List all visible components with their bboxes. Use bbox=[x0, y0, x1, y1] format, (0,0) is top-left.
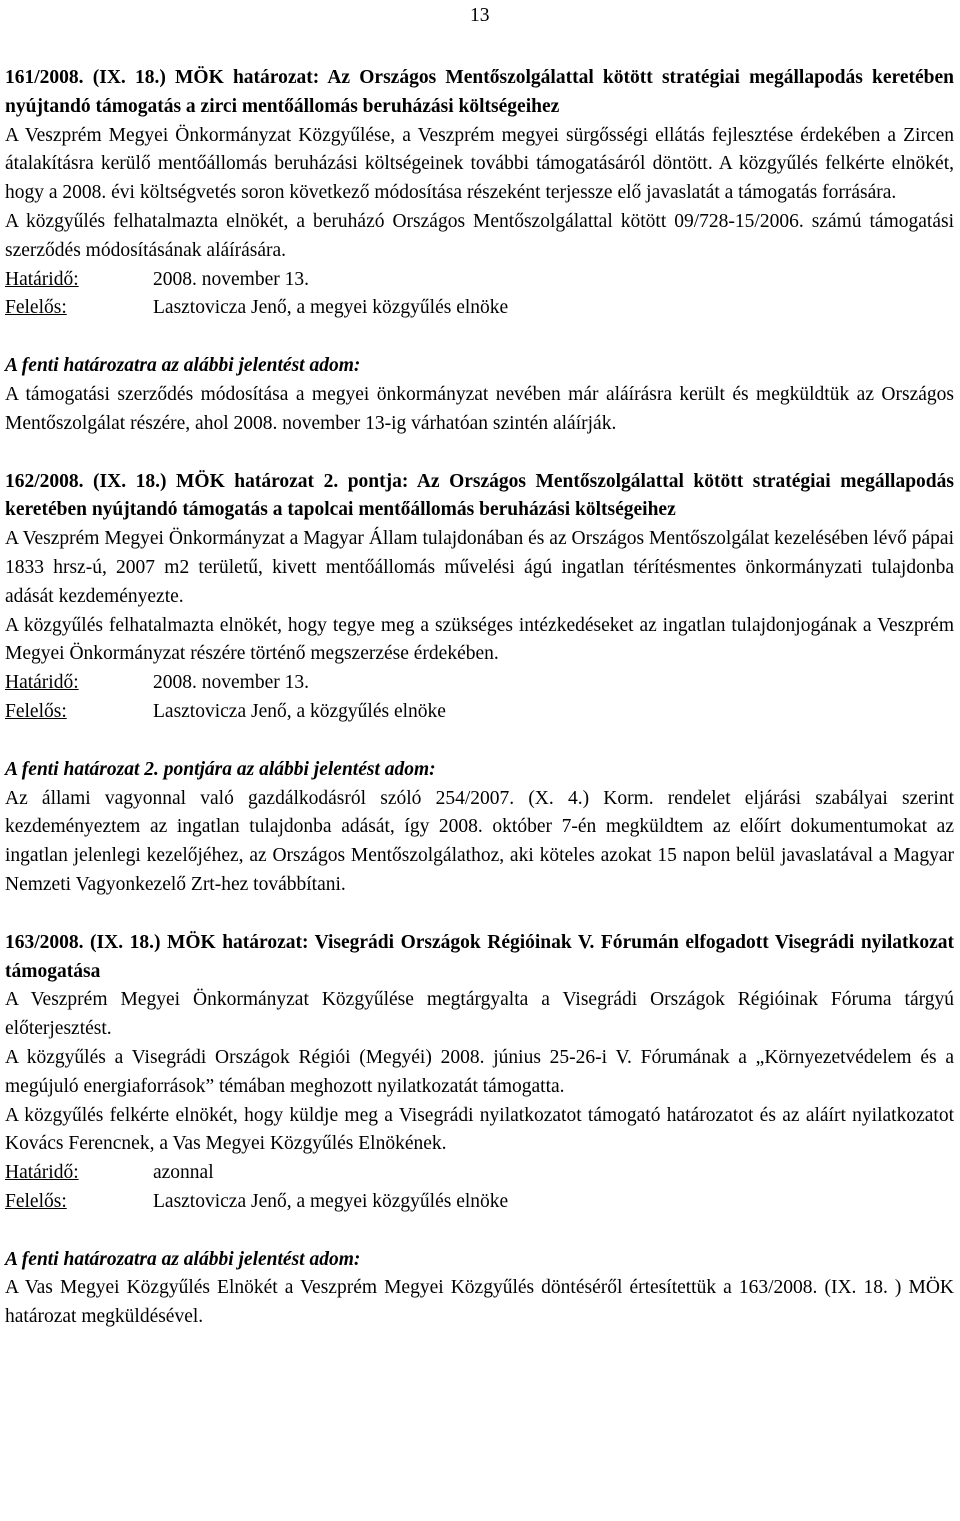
resolution-163-deadline bbox=[5, 1159, 954, 1188]
responsible-label: Felelős: bbox=[5, 1190, 67, 1212]
resolution-162-deadline bbox=[5, 669, 954, 698]
resolution-161-report-heading: A fenti határozatra az alábbi jelentést adom: bbox=[5, 355, 361, 377]
resolution-163-report-heading: A fenti határozatra az alábbi jelentést adom: bbox=[5, 1248, 361, 1270]
resolution-161-title: 161/2008. (IX. 18.) MÖK határozat: Az Országos Mentőszolgálattal kötött stratégiai megállapodás keretében nyújtandó támogatás a zirci mentőállomás beruházási költségeihez bbox=[5, 67, 954, 117]
responsible-value: Lasztovicza Jenő, a közgyűlés elnöke bbox=[153, 700, 446, 722]
resolution-161-paragraph-2: A közgyűlés felhatalmazta elnökét, a beruházó Országos Mentőszolgálattal kötött 09/728-15/2006. számú támogatási szerződés módosításának aláírására. bbox=[5, 210, 954, 261]
deadline-value: 2008. november 13. bbox=[153, 672, 309, 694]
resolution-163-report-text: A Vas Megyei Közgyűlés Elnökét a Veszprém Megyei Közgyűlés döntéséről értesítettük a 163/2008. (IX. 18. ) MÖK határozat megküldésével. bbox=[5, 1277, 954, 1328]
resolution-163-paragraph-2: A közgyűlés a Visegrádi Országok Régiói (Megyéi) 2008. június 25-26-i V. Fórumának a „Környezetvédelem és a megújuló energiaforrások” témában meghozott nyilatkozatát támogatta. bbox=[5, 1046, 954, 1097]
document-body bbox=[5, 64, 954, 1332]
resolution-162-paragraph-2: A közgyűlés felhatalmazta elnökét, hogy tegye meg a szükséges intézkedéseket az ingatlan tulajdonjogának a Veszprém Megyei Önkormányzat részére történő megszerzése érdekében. bbox=[5, 614, 954, 665]
deadline-value: azonnal bbox=[153, 1162, 214, 1184]
responsible-label: Felelős: bbox=[5, 700, 67, 722]
responsible-value: Lasztovicza Jenő, a megyei közgyűlés elnöke bbox=[153, 297, 509, 319]
resolution-161-report-text: A támogatási szerződés módosítása a megyei önkormányzat nevében már aláírásra került és megküldtük az Országos Mentőszolgálat részére, ahol 2008. november 13-ig várhatóan szintén aláírják. bbox=[5, 383, 954, 434]
deadline-value: 2008. november 13. bbox=[153, 268, 309, 290]
resolution-163-paragraph-3: A közgyűlés felkérte elnökét, hogy küldje meg a Visegrádi nyilatkozatot támogató határozatot és az aláírt nyilatkozatot Kovács Ferencnek, a Vas Megyei Közgyűlés Elnökének. bbox=[5, 1104, 954, 1155]
resolution-161-paragraph-1: A Veszprém Megyei Önkormányzat Közgyűlése, a Veszprém megyei sürgősségi ellátás fejlesztése érdekében a Zircen átalakításra kerülő mentőállomás beruházási költségeinek további támogatásáról döntött. A közgyűlés felkérte elnökét, hogy a 2008. évi költségvetés soron következő módosítása részeként terjessze elő javaslatát a támogatás forrására. bbox=[5, 124, 954, 204]
resolution-162-title: 162/2008. (IX. 18.) MÖK határozat 2. pontja: Az Országos Mentőszolgálattal kötött stratégiai megállapodás keretében nyújtandó támogatás a tapolcai mentőállomás beruházási költségeihez bbox=[5, 470, 954, 521]
resolution-163-paragraph-1: A Veszprém Megyei Önkormányzat Közgyűlése megtárgyalta a Visegrádi Országok Régióinak Fóruma tárgyú előterjesztést. bbox=[5, 989, 954, 1040]
resolution-162-report-text: Az állami vagyonnal való gazdálkodásról szóló 254/2007. (X. 4.) Korm. rendelet eljárási szabályai szerint kezdeményeztem az ingatlan tulajdonba adását, így 2008. október 7-én megküldtem az előírt dokumentumokat az ingatlan jelenlegi kezelőjéhez, az Országos Mentőszolgálathoz, aki köteles azokat 15 napon belül javaslatával a Magyar Nemzeti Vagyonkezelő Zrt-hez továbbítani. bbox=[5, 787, 954, 895]
resolution-163-title: 163/2008. (IX. 18.) MÖK határozat: Visegrádi Országok Régióinak V. Fórumán elfogadott Visegrádi nyilatkozat támogatása bbox=[5, 931, 954, 982]
deadline-label: Határidő: bbox=[5, 1162, 79, 1184]
resolution-162-responsible bbox=[5, 698, 954, 727]
resolution-163 bbox=[5, 929, 954, 1332]
resolution-161-responsible bbox=[5, 294, 954, 323]
responsible-label: Felelős: bbox=[5, 297, 67, 319]
page-number: 13 bbox=[470, 5, 490, 26]
resolution-161-deadline bbox=[5, 266, 954, 295]
deadline-label: Határidő: bbox=[5, 268, 79, 290]
responsible-value: Lasztovicza Jenő, a megyei közgyűlés elnöke bbox=[153, 1190, 509, 1212]
resolution-162-report-heading: A fenti határozat 2. pontjára az alábbi jelentést adom: bbox=[5, 758, 436, 780]
resolution-162-paragraph-1: A Veszprém Megyei Önkormányzat a Magyar Állam tulajdonában és az Országos Mentőszolgálat kezelésében lévő pápai 1833 hrsz-ú, 2007 m2 területű, kivett mentőállomás művelési ágú ingatlan térítésmentes önkormányzati tulajdonba adását kezdeményezte. bbox=[5, 528, 954, 607]
resolution-161 bbox=[5, 64, 954, 439]
resolution-162 bbox=[5, 468, 954, 900]
deadline-label: Határidő: bbox=[5, 672, 79, 694]
resolution-163-responsible bbox=[5, 1188, 954, 1217]
